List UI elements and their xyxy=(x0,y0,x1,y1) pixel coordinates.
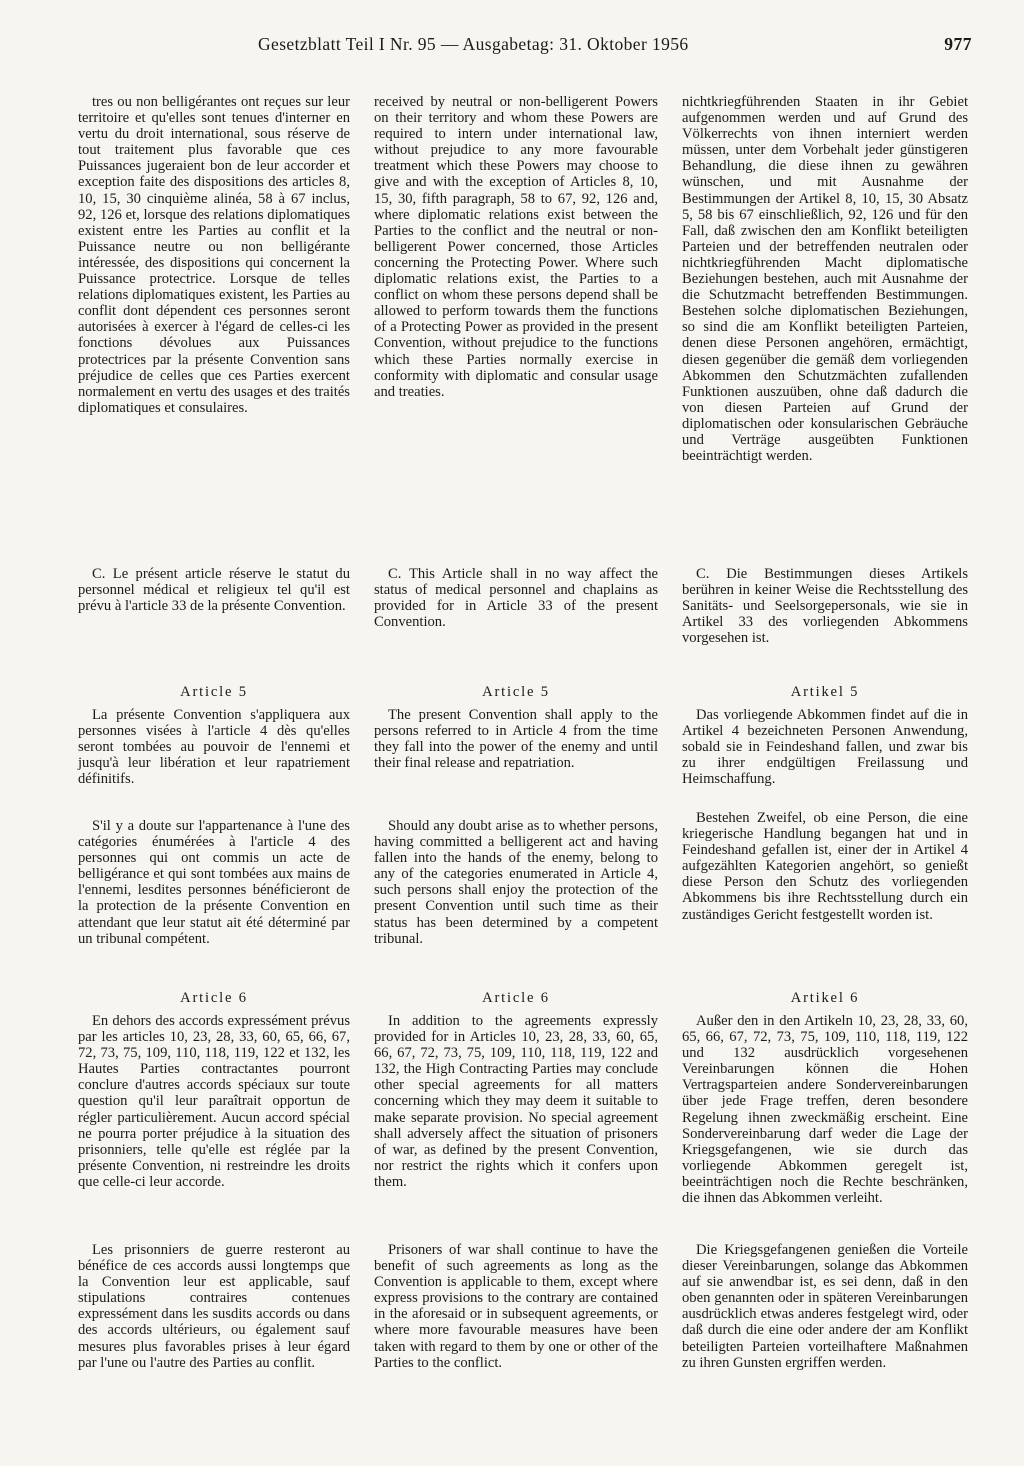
german-article-5-heading: Artikel 5 xyxy=(790,684,860,700)
french-article-5-p1: La présente Convention s'appliquera aux personnes visées à l'article 4 dès qu'elles seront tombées au pouvoir de l'ennemi et jusqu'à leur libération et leur rapatriement définitifs. xyxy=(78,707,350,788)
page-header xyxy=(0,30,1024,60)
english-article-5-p2-block xyxy=(374,818,658,947)
german-article-5-p2: Bestehen Zweifel, ob eine Person, die eine kriegerische Handlung begangen hat und in Feindeshand gefallen ist, einer der in Artikel 4 aufgezählten Kategorien angehört, so genießt diese Person den Schutz des vorliegenden Abkommens bis ihre Rechtsstellung durch ein zuständiges Gericht festgestellt worden ist. xyxy=(682,810,968,923)
english-article-6-heading: Article 6 xyxy=(482,990,550,1006)
german-para-c: C. Die Bestimmungen dieses Artikels berühren in keiner Weise die Rechtsstellung des Sanitäts- und Seelsorgepersonals, wie sie in Artikel 33 des vorliegenden Abkommens vorgesehen ist. xyxy=(682,566,968,647)
english-para-c: C. This Article shall in no way affect the status of medical personnel and chaplains as provided for in Article 33 of the present Convention. xyxy=(374,566,658,631)
header-title: Gesetzblatt Teil I Nr. 95 — Ausgabetag: 31. Oktober 1956 xyxy=(258,34,689,54)
german-article-6-p2-block xyxy=(682,1242,968,1371)
french-article-5 xyxy=(78,684,350,787)
german-continuation-block xyxy=(682,94,968,464)
english-article-6-p2-block xyxy=(374,1242,658,1371)
french-para-c-block xyxy=(78,566,350,614)
page-number: 977 xyxy=(944,34,972,54)
german-article-6-p1: Außer den in den Artikeln 10, 23, 28, 33, 60, 65, 66, 67, 72, 73, 75, 109, 110, 118, 119, 122 und 132 ausdrücklich vorgesehenen Vereinbarungen können die Hohen Vertragsparteien andere Sondervereinbarungen über jede Frage treffen, deren besondere Regelung ihnen zweckmäßig erscheint. Eine Sondervereinbarung darf weder die Lage der Kriegsgefangenen, wie sie durch das vorliegende Abkommen geregelt ist, beeinträchtigen noch die Rechte beschränken, die ihnen das Abkommen verleiht. xyxy=(682,1013,968,1207)
french-article-6-heading: Article 6 xyxy=(180,990,248,1006)
german-article-5-p1: Das vorliegende Abkommen findet auf die in Artikel 4 bezeichneten Personen Anwendung, sobald sie in Feindeshand fallen, und zwar bis zu ihrer endgültigen Freilassung und Heimschaffung. xyxy=(682,707,968,788)
german-article-5-p2-block xyxy=(682,810,968,923)
german-article-6 xyxy=(682,990,968,1206)
french-article-5-p2: S'il y a doute sur l'appartenance à l'une des catégories énumérées à l'article 4 des personnes qui ont commis un acte de belligérance et qui sont tombées aux mains de l'ennemi, lesdites personnes bénéficieront de la protection de la présente Convention en attendant que leur statut ait été déterminé par un tribunal compétent. xyxy=(78,818,350,947)
english-article-5 xyxy=(374,684,658,771)
french-para-c: C. Le présent article réserve le statut du personnel médical et religieux tel qu'il est prévu à l'article 33 de la présente Convention. xyxy=(78,566,350,615)
french-article-5-p2-block xyxy=(78,818,350,947)
french-continuation-block xyxy=(78,94,350,416)
english-continuation-block xyxy=(374,94,658,400)
english-article-6-p1: In addition to the agreements expressly provided for in Articles 10, 23, 28, 33, 60, 65, 66, 67, 72, 73, 75, 109, 110, 118, 119, 122 and 132, the High Contracting Parties may conclude other special agreements for all matters concerning which they may deem it suitable to make separate provision. No special agreement shall adversely affect the situation of prisoners of war, as defined by the present Convention, nor restrict the rights which it confers upon them. xyxy=(374,1013,658,1190)
english-continuation: received by neutral or non-belligerent Powers on their territory and whom these Powers are required to intern under international law, without prejudice to any more favourable treatment which these Powers may choose to give and with the exception of Articles 8, 10, 15, 30, fifth paragraph, 58 to 67, 92, 126 and, where diplomatic relations exist between the Parties to the conflict and the neutral or non-belligerent Power concerned, those Articles concerning the Protecting Power. Where such diplomatic relations exist, the Parties to a conflict on whom these persons depend shall be allowed to perform towards them the functions of a Protecting Power as provided in the present Convention, without prejudice to the functions which these Parties normally exercise in conformity with diplomatic and consular usage and treaties. xyxy=(374,94,658,400)
german-para-c-block xyxy=(682,566,968,646)
french-article-6-p2-block xyxy=(78,1242,350,1371)
english-article-5-p2: Should any doubt arise as to whether persons, having committed a belligerent act and having fallen into the hands of the enemy, belong to any of the categories enumerated in Article 4, such persons shall enjoy the protection of the present Convention until such time as their status has been determined by a competent tribunal. xyxy=(374,818,658,947)
english-article-5-p1: The present Convention shall apply to the persons referred to in Article 4 from the time they fall into the power of the enemy and until their final release and repatriation. xyxy=(374,707,658,772)
english-article-5-heading: Article 5 xyxy=(482,684,550,700)
french-article-6 xyxy=(78,990,350,1190)
german-continuation: nichtkriegführenden Staaten in ihr Gebiet aufgenommen werden und auf Grund des Völkerrechts von ihnen interniert werden müssen, unter dem Vorbehalt jeder günstigeren Behandlung, die diese ihnen zu gewähren wünschen, und mit Ausnahme der Bestimmungen der Artikel 8, 10, 15, 30 Absatz 5, 58 bis 67 einschließlich, 92, 126 und für den Fall, daß zwischen den am Konflikt beteiligten Parteien und der betreffenden neutralen oder nichtkriegführenden Macht diplomatische Beziehungen bestehen, auch mit Ausnahme der die Schutzmacht betreffenden Bestimmungen. Bestehen solche diplomatischen Beziehungen, so sind die am Konflikt beteiligten Parteien, denen diese Personen angehören, ermächtigt, diesen gegenüber die gemäß dem vorliegenden Abkommen den Schutzmächten zufallenden Funktionen auszuüben, ohne daß dadurch die von diesen Parteien auf Grund der diplomatischen oder konsularischen Gebräuche und Verträge ausgeübten Funktionen beeinträchtigt werden. xyxy=(682,94,968,465)
german-article-6-heading: Artikel 6 xyxy=(790,990,860,1006)
french-article-6-p2: Les prisonniers de guerre resteront au bénéfice de ces accords aussi longtemps que la Convention leur est applicable, sauf stipulations contraires contenues expressément dans les susdits accords ou dans des accords ultérieurs, ou également sauf mesures plus favorables prises à leur égard par l'une ou l'autre des Parties au conflit. xyxy=(78,1242,350,1371)
french-article-6-p1: En dehors des accords expressément prévus par les articles 10, 23, 28, 33, 60, 65, 66, 67, 72, 73, 75, 109, 110, 118, 119, 122 et 132, les Hautes Parties contractantes pourront conclure d'autres accords spéciaux sur toute question qu'il leur paraîtrait opportun de régler particulièrement. Aucun accord spécial ne pourra porter préjudice à la situation des prisonniers, telle qu'elle est réglée par la présente Convention, ni restreindre les droits que celle-ci leur accorde. xyxy=(78,1013,350,1190)
english-article-6-p2: Prisoners of war shall continue to have the benefit of such agreements as long as the Convention is applicable to them, except where express provisions to the contrary are contained in the aforesaid or in subsequent agreements, or where more favourable measures have been taken with regard to them by one or other of the Parties to the conflict. xyxy=(374,1242,658,1371)
english-para-c-block xyxy=(374,566,658,630)
english-article-6 xyxy=(374,990,658,1190)
french-continuation: tres ou non belligérantes ont reçues sur leur territoire et qu'elles sont tenues d'interner en vertu du droit international, sous réserve de tout traitement plus favorable que ces Puissances jugeraient bon de leur accorder et exception faite des dispositions des articles 8, 10, 15, 30 cinquième alinéa, 58 à 67 inclus, 92, 126 et, lorsque des relations diplomatiques existent entre les Parties au conflit et la Puissance neutre ou non belligérante intéressée, des dispositions qui concernent la Puissance protectrice. Lorsque de telles relations diplomatiques existent, les Parties au conflit dont dépendent ces personnes seront autorisées à exercer à l'égard de celles-ci les fonctions dévolues aux Puissances protectrices par la présente Convention sans préjudice de celles que ces Parties exercent normalement en vertu des usages et des traités diplomatiques et consulaires. xyxy=(78,94,350,416)
german-article-6-p2: Die Kriegsgefangenen genießen die Vorteile dieser Vereinbarungen, solange das Abkommen auf sie anwendbar ist, es sei denn, daß in den oben genannten oder in späteren Vereinbarungen ausdrücklich etwas anderes festgelegt wird, oder daß durch die eine oder andere der am Konflikt beteiligten Parteien vorteilhaftere Maßnahmen zu ihren Gunsten ergriffen werden. xyxy=(682,1242,968,1371)
german-article-5 xyxy=(682,684,968,787)
french-article-5-heading: Article 5 xyxy=(180,684,248,700)
